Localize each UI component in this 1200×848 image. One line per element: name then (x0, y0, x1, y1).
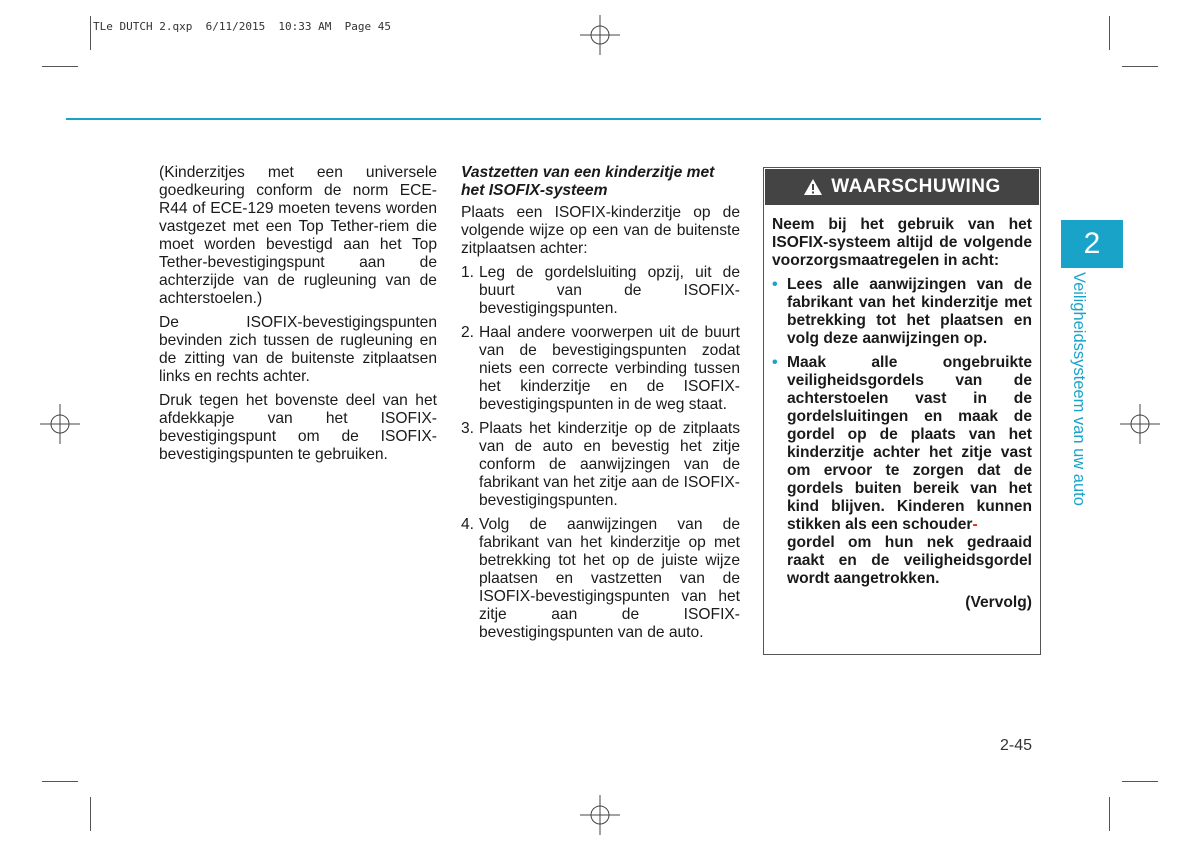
crop-mark (90, 797, 91, 831)
paragraph: De ISOFIX-bevestigingspunten bevinden zich tussen de rugleuning en de zitting van de buitenste zitplaatsen links en rechts achter. (159, 314, 437, 385)
crop-mark (1122, 66, 1158, 67)
warning-box (763, 167, 1041, 655)
crop-mark (90, 16, 91, 50)
column-2 (461, 164, 740, 648)
warning-header (765, 169, 1039, 205)
continued-label: (Vervolg) (965, 594, 1032, 611)
bullet-icon: • (772, 276, 778, 293)
paragraph: (Kinderzitjes met een universele goedkeuring conform de norm ECE-R44 of ECE-129 moeten tevens worden vastgezet met een Top Tether-riem die moet worden bevestigd aan het Top Tether-bevestigingspunt aan de achterzijde van de rugleuning van de achterstoelen.) (159, 164, 437, 307)
registration-mark-icon (580, 795, 620, 835)
column-1 (159, 164, 437, 470)
registration-mark-icon (1120, 404, 1160, 444)
chapter-title-text: Veiligheidssysteem van uw auto (1070, 272, 1088, 506)
chapter-title (1066, 272, 1090, 506)
crop-mark (1109, 797, 1110, 831)
step-text: Plaats het kinderzitje op de zitplaats van de auto en bevestig het zitje conform de aanwijzingen van de fabrikant van het zitje aan de ISOFIX-bevestigingspunten. (479, 420, 740, 509)
section-intro: Plaats een ISOFIX-kinderzitje op de volgende wijze op een van de buitenste zitplaatsen achter: (461, 204, 740, 257)
section-heading: Vastzetten van een kinderzitje met het ISOFIX-systeem (461, 164, 715, 199)
bullet-text (787, 354, 1032, 588)
warning-intro: Neem bij het gebruik van het ISOFIX-systeem altijd de volgende voorzorgsmaatregelen in acht: (772, 216, 1032, 269)
warning-triangle-icon (803, 178, 823, 196)
page-number: 2-45 (1000, 737, 1033, 754)
crop-mark (42, 66, 78, 67)
crop-mark (42, 781, 78, 782)
step-number: 3. (461, 420, 475, 437)
step-number: 4. (461, 516, 475, 533)
list-item (461, 516, 740, 642)
bullet-text-part: gordel om hun nek gedraaid raakt en de veiligheidsgordel wordt aangetrokken. (787, 534, 1032, 587)
bullet-icon: • (772, 354, 778, 371)
list-item (772, 276, 1032, 348)
step-text: Volg de aanwijzingen van de fabrikant van het kinderzitje op met betrekking tot het op de juiste wijze plaatsen en vastzetten van de ISOFIX-bevestigingspunten van het zitje aan de ISOFIX-bevestigingspunten van de auto. (479, 516, 740, 641)
step-text: Haal andere voorwerpen uit de buurt van de bevestigingspunten zodat niets een correcte verbinding tussen het kinderzitje en de ISOFIX-bevestigingspunten in de weg staat. (479, 324, 740, 413)
crop-mark (1122, 781, 1158, 782)
step-number: 1. (461, 264, 475, 281)
warning-title: WAARSCHUWING (831, 176, 1001, 197)
bullet-text: Lees alle aanwijzingen van de fabrikant van het kinderzitje met betrekking tot het plaatsen en volg deze aanwijzingen op. (787, 276, 1032, 347)
steps-list (461, 264, 740, 642)
bullet-text-part: Maak alle ongebruikte veiligheidsgordels van de achterstoelen vast in de gordelsluitingen en maak de gordel op de plaats van het kinderzitje achter het zitje vast om ervoor te zorgen dat de gordels buiten bereik van het kind blijven. Kinderen kunnen stikken als een schouder (787, 354, 1032, 533)
list-item (461, 264, 740, 318)
warning-list (772, 276, 1032, 588)
registration-mark-icon (40, 404, 80, 444)
registration-mark-icon (580, 15, 620, 55)
header-rule (66, 118, 1041, 120)
list-item (772, 354, 1032, 588)
hyphen-mark: - (972, 516, 978, 533)
crop-mark (1109, 16, 1110, 50)
step-number: 2. (461, 324, 475, 341)
warning-body (764, 206, 1040, 612)
list-item (461, 420, 740, 510)
paragraph: Druk tegen het bovenste deel van het afdekkapje van het ISOFIX-bevestigingspunt om de ISOFIX-bevestigingspunten te gebruiken. (159, 392, 437, 463)
step-text: Leg de gordelsluiting opzij, uit de buurt van de ISOFIX-bevestigingspunten. (479, 264, 740, 317)
print-slug: TLe DUTCH 2.qxp 6/11/2015 10:33 AM Page 45 (93, 20, 392, 33)
chapter-tab: 2 (1061, 220, 1123, 268)
list-item (461, 324, 740, 414)
